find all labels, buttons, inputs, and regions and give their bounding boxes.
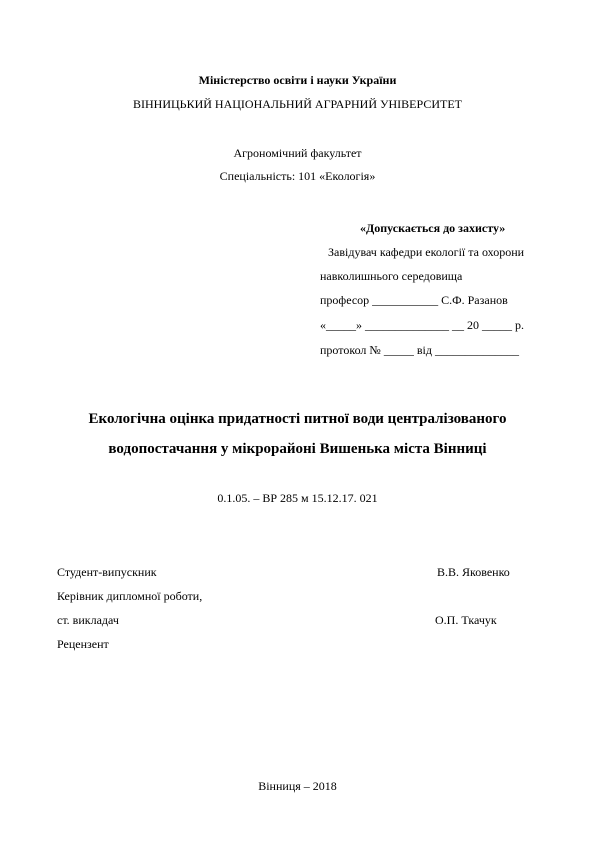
- city-year: Вінниця – 2018: [258, 779, 337, 793]
- thesis-code: 0.1.05. – ВР 285 м 15.12.17. 021: [217, 491, 378, 505]
- supervisor-position: ст. викладач: [57, 613, 119, 627]
- approval-department-name: навколишнього середовища: [320, 269, 463, 283]
- approval-protocol-line: протокол № _____ від ______________: [320, 343, 519, 357]
- university-title: ВІННИЦЬКИЙ НАЦІОНАЛЬНИЙ АГРАРНИЙ УНІВЕРСИТЕТ: [133, 97, 462, 111]
- approval-professor-signature: професор ___________ С.Ф. Разанов: [320, 293, 508, 307]
- reviewer-label: Рецензент: [57, 637, 109, 651]
- approval-date-line: «_____» ______________ __ 20 _____ р.: [320, 318, 524, 332]
- approval-title: «Допускається до захисту»: [360, 221, 506, 235]
- approval-head-of-department: Завідувач кафедри екології та охорони: [328, 245, 525, 259]
- supervisor-name: О.П. Ткачук: [435, 613, 497, 627]
- thesis-title-line-1: Екологічна оцінка придатності питної води централізованого: [88, 411, 507, 427]
- faculty-title: Агрономічний факультет: [233, 146, 362, 160]
- supervisor-label: Керівник дипломної роботи,: [57, 589, 203, 603]
- specialty-title: Спеціальність: 101 «Екологія»: [219, 169, 376, 183]
- student-name: В.В. Яковенко: [437, 565, 510, 579]
- ministry-title: Міністерство освіти і науки України: [198, 73, 397, 87]
- thesis-title-line-2: водопостачання у мікрорайоні Вишенька міста Вінниці: [108, 441, 487, 457]
- student-label: Студент-випускник: [57, 565, 157, 579]
